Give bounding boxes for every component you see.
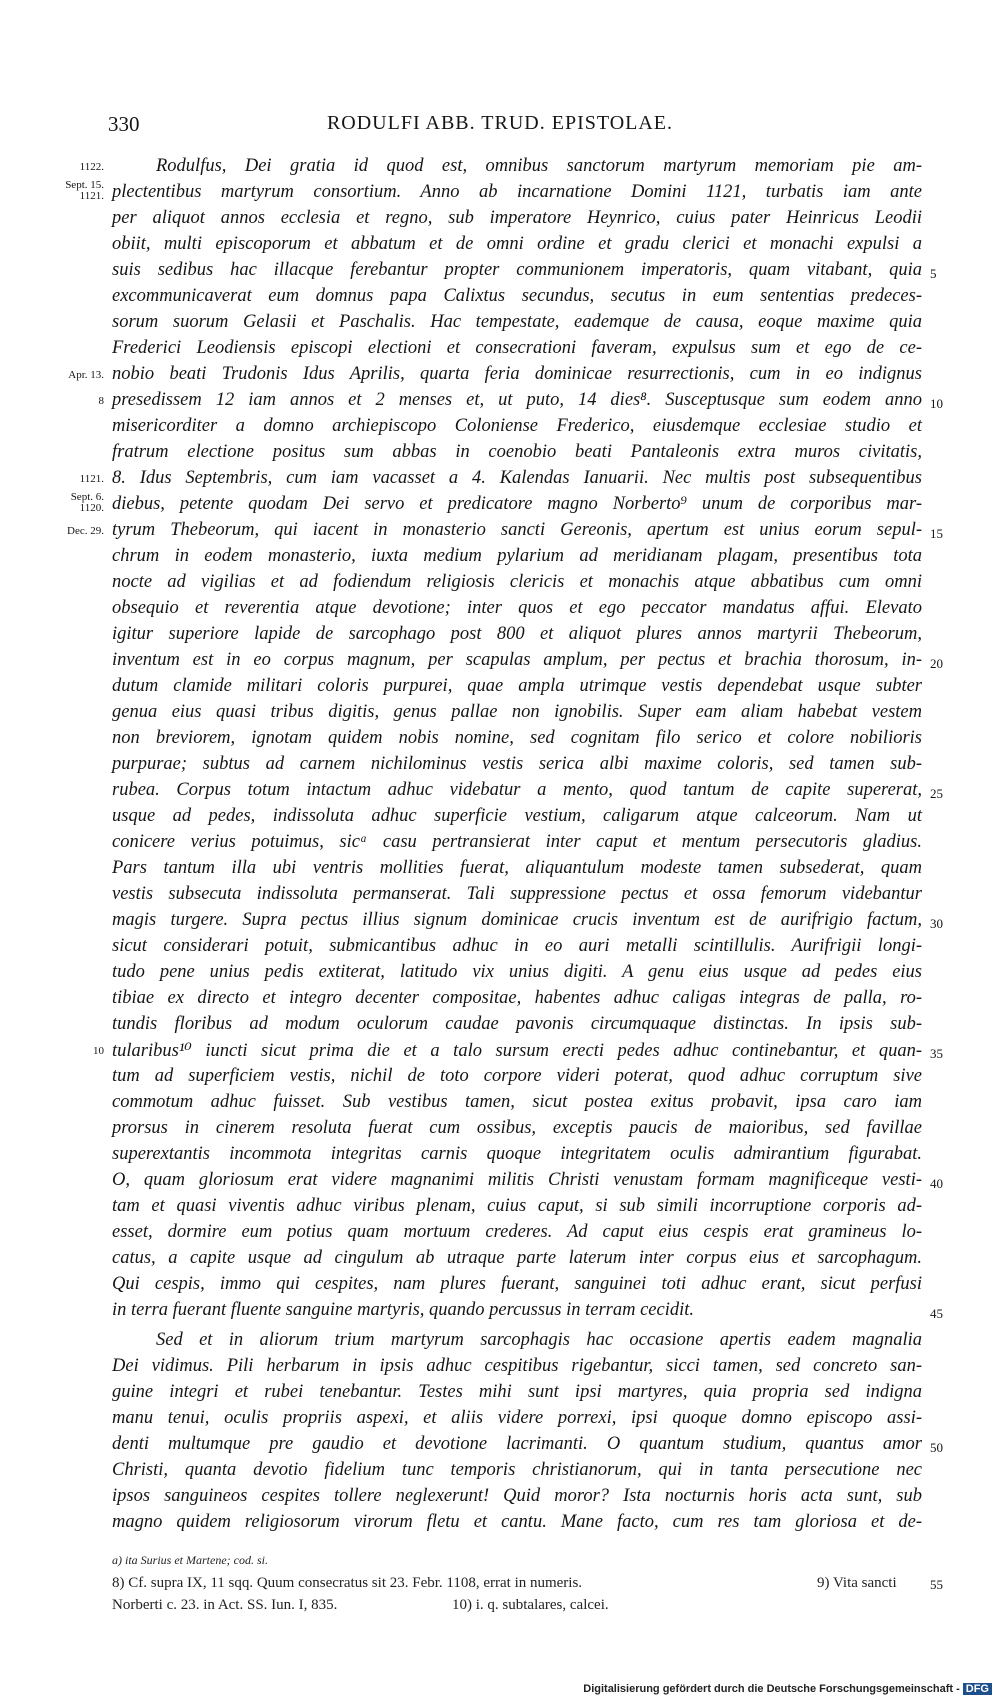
digitization-credit bbox=[583, 1683, 992, 1695]
body-line: purpurae; subtus ad carnem nichilominus vestis serica albi maxime coloris, sed tamen sub- bbox=[112, 754, 922, 774]
text-line bbox=[0, 492, 1000, 518]
body-line: catus, a capite usque ad cingulum ab utraque parte laterum inter corpus eius et sarcophagum. bbox=[112, 1248, 922, 1268]
text-line bbox=[0, 752, 1000, 778]
margin-note-part: Sept. 15. bbox=[65, 179, 104, 191]
text-line bbox=[0, 1406, 1000, 1432]
body-line: fratrum electione positus sum abbas in coenobio beati Pantaleonis extra muros civitatis, bbox=[112, 442, 922, 462]
body-line: per aliquot annos ecclesia et regno, sub imperatore Heynrico, cuius pater Heinricus Leodii bbox=[112, 208, 922, 228]
body-line: nocte ad vigilias et ad fodiendum religiosis clericis et monachis atque abbatibus cum omni bbox=[112, 572, 922, 592]
margin-note: 8 bbox=[98, 395, 104, 407]
body-line: sorum suorum Gelasii et Paschalis. Hac tempestate, eademque de causa, eoque maxime quia bbox=[112, 312, 922, 332]
body-line: magis turgere. Supra pectus illius signum dominicae crucis inventum est de aurifrigio factum, bbox=[112, 910, 922, 930]
text-line bbox=[0, 570, 1000, 596]
body-line: sicut considerari potuit, submicantibus adhuc in eo auri metalli scintillulis. Aurifrigii longi- bbox=[112, 936, 922, 956]
text-line bbox=[0, 934, 1000, 960]
text-line bbox=[0, 1380, 1000, 1406]
body-line: ipsos sanguineos cespites tollere neglexerunt! Quid moror? Ista nocturnis horis acta sunt, sub bbox=[112, 1486, 922, 1506]
text-line bbox=[0, 466, 1000, 492]
body-line: Qui cespis, immo qui cespites, nam plures fuerant, sanguinei toti adhuc erant, sicut perfusi bbox=[112, 1274, 922, 1294]
margin-note-part: Sept. 6. bbox=[70, 491, 104, 503]
text-line bbox=[0, 414, 1000, 440]
body-line: Rodulfus, Dei gratia id quod est, omnibus sanctorum martyrum memoriam pie am- bbox=[156, 156, 922, 176]
body-line: in terra fuerant fluente sanguine martyris, quando percussus in terram cecidit. bbox=[112, 1300, 695, 1320]
text-line bbox=[0, 856, 1000, 882]
body-line: guine integri et rubei tenebantur. Testes mihi sunt ipsi martyres, quia propria sed indigna bbox=[112, 1382, 922, 1402]
text-line bbox=[0, 986, 1000, 1012]
body-line: denti multumque pre gaudio et devotione lacrimanti. O quantum studium, quantus amor bbox=[112, 1434, 922, 1454]
body-line: conicere verius potuimus, sicᵃ casu pertransierat inter caput et mentum persecutoris gladius. bbox=[112, 832, 922, 852]
body-line: manu tenui, oculis propriis aspexi, et aliis videre porrexi, ipsi quoque domno episcopo assi- bbox=[112, 1408, 922, 1428]
body-line: usque ad pedes, indissoluta adhuc superficie vestium, caligarum atque calceorum. Nam ut bbox=[112, 806, 922, 826]
body-line: magno quidem religiosorum virorum fletu et cantu. Mane facto, cum res tam gloriosa et de- bbox=[112, 1512, 922, 1532]
body-line: genua eius quasi tribus digitis, genus pallae non ignobilis. Super eam aliam habebat vestem bbox=[112, 702, 922, 722]
line-number: 50 bbox=[930, 1440, 943, 1455]
body-line: obiit, multi episcoporum et abbatum et de omni ordine et gradu clerici et monachi expulsi a bbox=[112, 234, 922, 254]
text-line bbox=[0, 1142, 1000, 1168]
body-line: prorsus in cinerem resoluta fuerat cum ossibus, exceptis paucis de maioribus, sed favillae bbox=[112, 1118, 922, 1138]
text-line bbox=[0, 310, 1000, 336]
text-line bbox=[0, 544, 1000, 570]
line-number: 10 bbox=[930, 396, 943, 411]
text-line bbox=[0, 778, 1000, 804]
text-line bbox=[0, 518, 1000, 544]
page-number: 330 bbox=[108, 112, 140, 136]
text-line bbox=[0, 1038, 1000, 1064]
body-line: nobio beati Trudonis Idus Aprilis, quarta feria dominicae resurrectionis, cum in eo indignus bbox=[112, 364, 922, 384]
footnote-9: 9) Vita sancti bbox=[817, 1575, 897, 1591]
text-line bbox=[0, 960, 1000, 986]
body-line: esset, dormire eum potius quam mortuum crederes. Ad caput eius cespis erat gramineus lo- bbox=[112, 1222, 922, 1242]
footnote-a: a) ita Surius et Martene; cod. si. bbox=[112, 1553, 268, 1567]
text-line bbox=[0, 882, 1000, 908]
text-line bbox=[0, 1116, 1000, 1142]
body-line: tundis floribus ad modum oculorum caudae pavonis circumquaque distinctas. In ipsis sub- bbox=[112, 1014, 922, 1034]
credit-text: Digitalisierung gefördert durch die Deutsche Forschungsgemeinschaft - bbox=[583, 1683, 960, 1695]
footnote-10: 10) i. q. subtalares, calcei. bbox=[452, 1597, 609, 1613]
text-line bbox=[0, 1064, 1000, 1090]
margin-note: 10 bbox=[93, 1045, 104, 1057]
text-line bbox=[0, 804, 1000, 830]
text-line bbox=[0, 232, 1000, 258]
text-line bbox=[0, 1484, 1000, 1510]
text-line bbox=[0, 1354, 1000, 1380]
text-line bbox=[0, 726, 1000, 752]
body-line: presedissem 12 iam annos et 2 menses et, ut puto, 14 dies⁸. Susceptusque sum eodem anno bbox=[112, 390, 922, 410]
body-line: Sed et in aliorum trium martyrum sarcophagis hac occasione apertis eadem magnalia bbox=[156, 1330, 922, 1350]
body-line: Pars tantum illa ubi ventris mollities fuerat, aliquantulum modeste tamen subsederat, quam bbox=[112, 858, 922, 878]
body-line: Frederici Leodiensis episcopi electioni et consecrationi faveram, expulsus sum et ego de ce- bbox=[112, 338, 922, 358]
text-line bbox=[0, 1510, 1000, 1536]
text-line bbox=[0, 1328, 1000, 1354]
body-line: dutum clamide militari coloris purpurei, quae ampla utrimque vestis dependebat usque subter bbox=[112, 676, 922, 696]
text-line bbox=[0, 258, 1000, 284]
text-line bbox=[0, 154, 1000, 180]
text-line bbox=[0, 388, 1000, 414]
body-line: igitur superiore lapide de sarcophago post 800 et aliquot plures annos martyrii Thebeorum, bbox=[112, 624, 922, 644]
body-line: Christi, quanta devotio fidelium tunc temporis christianorum, qui in tanta persecutione nec bbox=[112, 1460, 922, 1480]
body-line: Dei vidimus. Pili herbarum in ipsis adhuc cespitibus rigebantur, sicci tamen, sed concreto san- bbox=[112, 1356, 922, 1376]
text-line bbox=[0, 1432, 1000, 1458]
body-line: 8. Idus Septembris, cum iam vacasset a 4. Kalendas Ianuarii. Nec multis post subsequentibus bbox=[112, 468, 922, 488]
line-number: 25 bbox=[930, 786, 943, 801]
dfg-logo: DFG bbox=[963, 1683, 992, 1695]
text-line bbox=[0, 648, 1000, 674]
body-line: commotum adhuc fuisset. Sub vestibus tamen, sicut postea exitus probavit, ipsa caro iam bbox=[112, 1092, 922, 1112]
running-title: RODULFI ABB. TRUD. EPISTOLAE. bbox=[326, 112, 674, 134]
line-number: 5 bbox=[930, 266, 937, 281]
text-line bbox=[0, 180, 1000, 206]
body-line: suis sedibus hac illacque ferebantur propter communionem imperatoris, quam vitabant, quia bbox=[112, 260, 922, 280]
line-number: 15 bbox=[930, 526, 943, 541]
footnote-8: 8) Cf. supra IX, 11 sqq. Quum consecratus sit 23. Febr. 1108, errat in numeris. bbox=[112, 1575, 583, 1591]
margin-note: Dec. 29. bbox=[67, 525, 104, 537]
body-line: non breviorem, ignotam quidem nobis nomine, sed cognitam filo serico et colore nobilioris bbox=[112, 728, 922, 748]
text-line bbox=[0, 206, 1000, 232]
body-line: diebus, petente quodam Dei servo et predicatore magno Norberto⁹ unum de corporibus mar- bbox=[112, 494, 922, 514]
text-line bbox=[0, 1298, 1000, 1324]
body-line: vestis subsecuta indissoluta permanserat. Tali suppressione pectus et ossa femorum videbantur bbox=[112, 884, 922, 904]
body-line: tyrum Thebeorum, qui iacent in monasterio sancti Gereonis, apertum est unius eorum sepul- bbox=[112, 520, 922, 540]
text-line bbox=[0, 1090, 1000, 1116]
text-line bbox=[0, 1012, 1000, 1038]
body-line: plectentibus martyrum consortium. Anno ab incarnatione Domini 1121, turbatis iam ante bbox=[112, 182, 922, 202]
text-line bbox=[0, 1168, 1000, 1194]
body-line: obsequio et reverentia atque devotione; inter quos et ego peccator mandatus affui. Elevato bbox=[112, 598, 922, 618]
text-line bbox=[0, 908, 1000, 934]
margin-note-part: 1120. bbox=[79, 502, 104, 514]
line-number: 35 bbox=[930, 1046, 943, 1061]
body-line: inventum est in eo corpus magnum, per scapulas amplum, per pectus et brachia thorosum, in- bbox=[112, 650, 922, 670]
body-line: superextantis incommota integritas carnis quoque integritatem oculis admirantium figurabat. bbox=[112, 1144, 922, 1164]
body-line: tularibus¹⁰ iuncti sicut prima die et a talo sursum erecti pedes adhuc continebantur, et quan- bbox=[112, 1041, 922, 1061]
margin-note: 1121. bbox=[79, 473, 104, 485]
body-line: tam et quasi viventis adhuc viribus plenam, cuius caput, si sub simili incorruptione corporis ad- bbox=[112, 1196, 922, 1216]
text-line bbox=[0, 830, 1000, 856]
text-line bbox=[0, 440, 1000, 466]
line-number: 45 bbox=[930, 1306, 943, 1321]
text-line bbox=[0, 336, 1000, 362]
body-line: rubea. Corpus totum intactum adhuc videbatur a mento, quod tantum de capite supererat, bbox=[112, 780, 922, 800]
body-line: tudo pene unius pedis extiterat, latitudo vix unius digiti. A genu eius usque ad pedes eius bbox=[112, 962, 922, 982]
text-line bbox=[0, 1458, 1000, 1484]
text-line bbox=[0, 362, 1000, 388]
body-line: O, quam gloriosum erat videre magnanimi militis Christi venustam formam magnificeque vesti- bbox=[112, 1170, 922, 1190]
line-number: 30 bbox=[930, 916, 943, 931]
margin-note-part: 1121. bbox=[79, 190, 104, 202]
text-line bbox=[0, 1194, 1000, 1220]
text-line bbox=[0, 622, 1000, 648]
text-line bbox=[0, 596, 1000, 622]
margin-note bbox=[30, 492, 104, 514]
margin-note: Apr. 13. bbox=[68, 369, 104, 381]
footnote-9-continued: Norberti c. 23. in Act. SS. Iun. I, 835. bbox=[112, 1597, 338, 1613]
text-line bbox=[0, 1246, 1000, 1272]
text-line bbox=[0, 1272, 1000, 1298]
text-line bbox=[0, 284, 1000, 310]
body-line: tum ad superficiem vestis, nichil de toto corpore videri poterat, quod adhuc corruptum sive bbox=[112, 1066, 922, 1086]
margin-note bbox=[30, 180, 104, 202]
text-line bbox=[0, 674, 1000, 700]
line-number: 40 bbox=[930, 1176, 943, 1191]
margin-note: 1122. bbox=[79, 161, 104, 173]
body-line: chrum in eodem monasterio, iuxta medium pylarium ad meridianam plagam, presentibus tota bbox=[112, 546, 922, 566]
body-line: tibiae ex directo et integro decenter compositae, habentes adhuc caligas integras de palla, ro- bbox=[112, 988, 922, 1008]
text-line bbox=[0, 700, 1000, 726]
body-line: excommunicaverat eum domnus papa Calixtus secundus, secutus in eum sententias predeces- bbox=[112, 286, 922, 306]
text-line bbox=[0, 1220, 1000, 1246]
line-number: 20 bbox=[930, 656, 943, 671]
line-number: 55 bbox=[930, 1577, 943, 1592]
body-line: misericorditer a domno archiepiscopo Coloniense Frederico, eiusdemque ecclesiae studio et bbox=[112, 416, 922, 436]
